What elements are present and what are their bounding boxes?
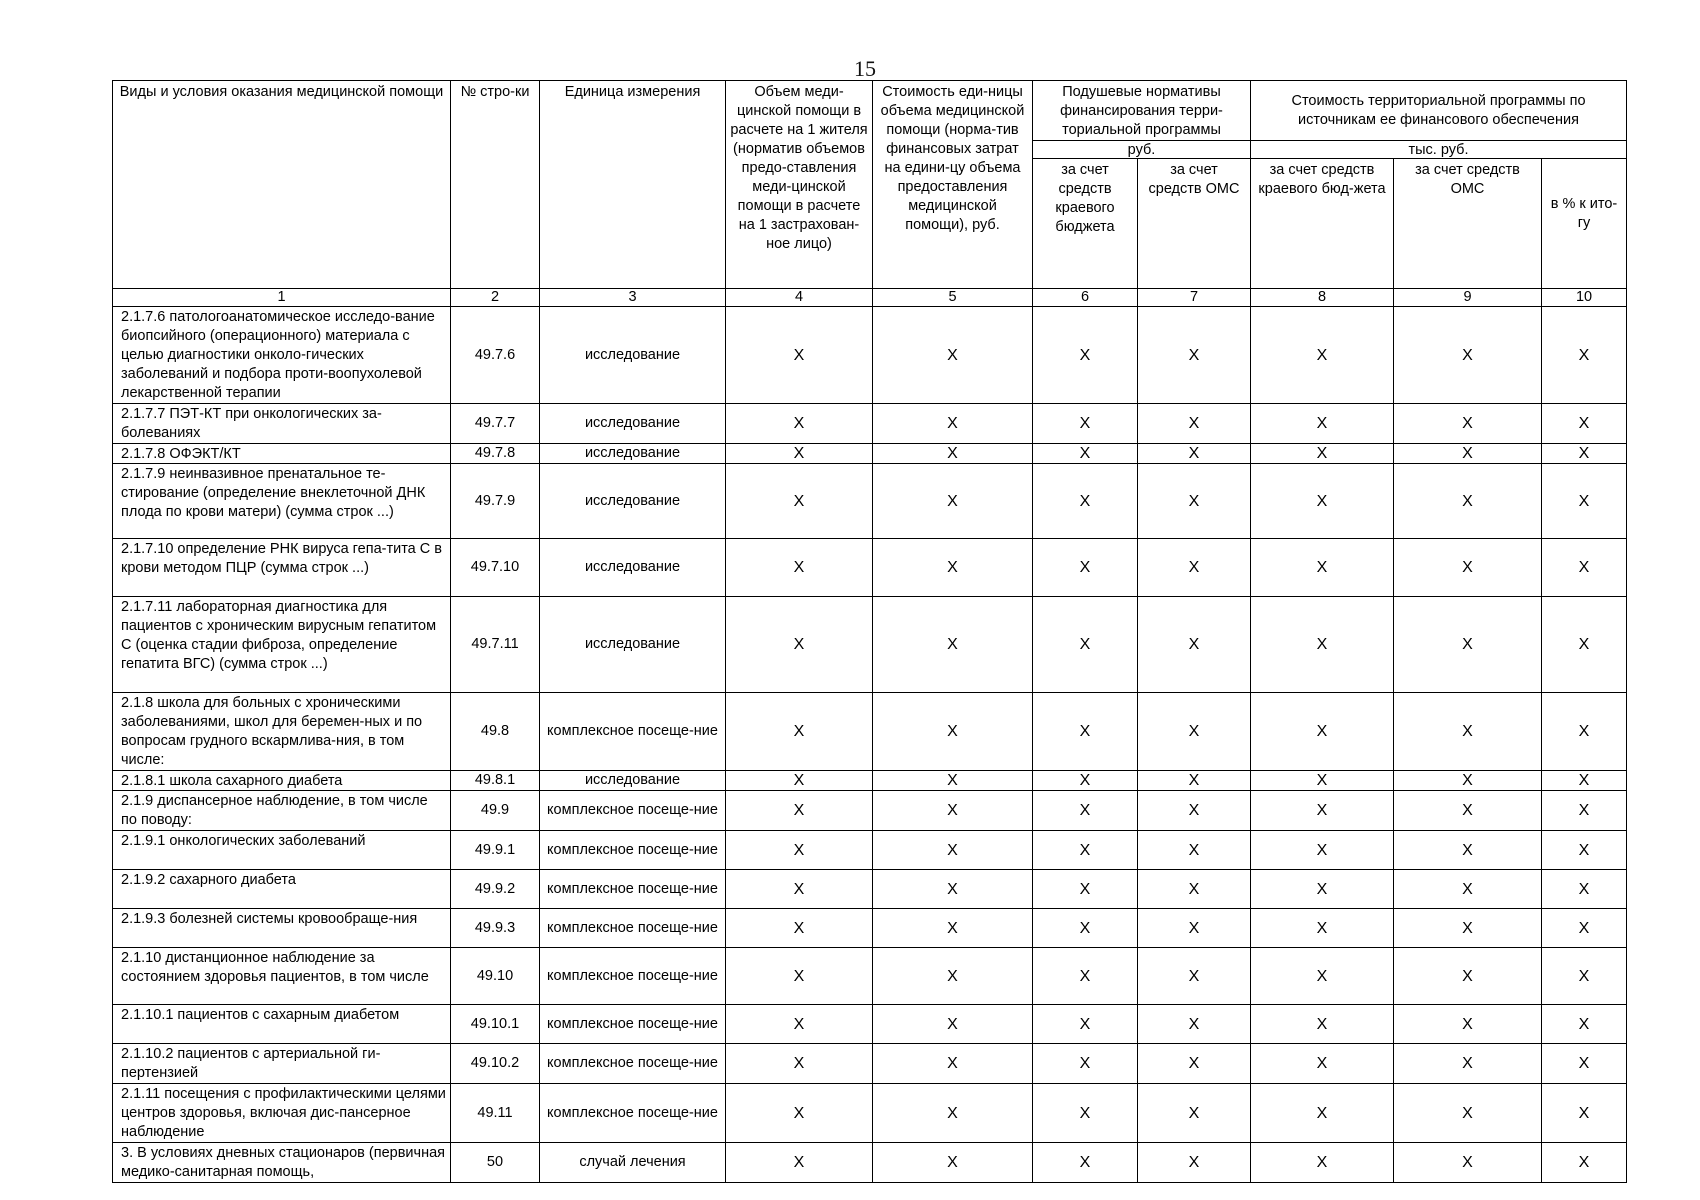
row-volume: X xyxy=(726,948,873,1005)
row-unit-cost: X xyxy=(873,791,1033,831)
column-number: 8 xyxy=(1251,289,1394,307)
row-percapita-regional: X xyxy=(1033,597,1138,693)
row-cost-regional: X xyxy=(1251,831,1394,870)
row-unit: комплексное посеще-ние xyxy=(540,693,726,771)
row-cost-oms: X xyxy=(1394,909,1542,948)
row-unit: комплексное посеще-ние xyxy=(540,1044,726,1084)
row-percent: X xyxy=(1542,948,1627,1005)
row-care-type-text: 2.1.11 посещения с профилактическими целями центров здоровья, включая дис-пансерное наблюдение xyxy=(121,1086,446,1140)
row-cost-regional: X xyxy=(1251,1044,1394,1084)
table-row xyxy=(113,909,1627,948)
row-care-type xyxy=(113,597,451,693)
row-line-number: 49.7.9 xyxy=(451,464,540,539)
row-volume: X xyxy=(726,870,873,909)
header-percapita-oms: за счет средств ОМС xyxy=(1138,159,1251,289)
row-care-type-text: 2.1.10.2 пациентов с артериальной ги-пертензией xyxy=(121,1046,381,1081)
row-unit: исследование xyxy=(540,307,726,404)
row-unit: комплексное посеще-ние xyxy=(540,1005,726,1044)
row-percapita-regional: X xyxy=(1033,404,1138,444)
row-cost-regional: X xyxy=(1251,791,1394,831)
program-cost-table xyxy=(112,80,1627,1183)
table-row xyxy=(113,791,1627,831)
row-volume: X xyxy=(726,1084,873,1143)
row-care-type-text: 2.1.8.1 школа сахарного диабета xyxy=(121,773,343,789)
table-row xyxy=(113,1084,1627,1143)
row-line-number: 49.11 xyxy=(451,1084,540,1143)
row-volume: X xyxy=(726,444,873,464)
row-unit: исследование xyxy=(540,771,726,791)
row-percapita-oms: X xyxy=(1138,597,1251,693)
row-line-number: 49.7.6 xyxy=(451,307,540,404)
row-cost-oms: X xyxy=(1394,1005,1542,1044)
row-care-type-text: 2.1.10.1 пациентов с сахарным диабетом xyxy=(121,1007,400,1023)
row-unit-cost: X xyxy=(873,464,1033,539)
row-cost-oms: X xyxy=(1394,831,1542,870)
row-volume: X xyxy=(726,693,873,771)
table-row xyxy=(113,404,1627,444)
row-unit-cost: X xyxy=(873,771,1033,791)
row-unit-cost: X xyxy=(873,404,1033,444)
row-care-type-text: 3. В условиях дневных стационаров (первичная медико-санитарная помощь, xyxy=(121,1145,446,1180)
row-percent: X xyxy=(1542,1005,1627,1044)
row-unit-cost: X xyxy=(873,1084,1033,1143)
row-percent: X xyxy=(1542,693,1627,771)
row-line-number: 49.7.11 xyxy=(451,597,540,693)
column-number: 2 xyxy=(451,289,540,307)
row-volume: X xyxy=(726,1143,873,1183)
row-percapita-regional: X xyxy=(1033,831,1138,870)
row-cost-regional: X xyxy=(1251,948,1394,1005)
row-line-number: 49.8.1 xyxy=(451,771,540,791)
row-percent: X xyxy=(1542,464,1627,539)
row-percapita-oms: X xyxy=(1138,693,1251,771)
row-percapita-regional: X xyxy=(1033,771,1138,791)
row-volume: X xyxy=(726,1044,873,1084)
row-percapita-oms: X xyxy=(1138,1005,1251,1044)
row-unit-cost: X xyxy=(873,1005,1033,1044)
row-line-number: 49.9.1 xyxy=(451,831,540,870)
row-unit-cost: X xyxy=(873,1044,1033,1084)
row-unit: комплексное посеще-ние xyxy=(540,948,726,1005)
row-volume: X xyxy=(726,404,873,444)
row-percent: X xyxy=(1542,909,1627,948)
row-percapita-oms: X xyxy=(1138,831,1251,870)
row-care-type-text: 2.1.7.6 патологоанатомическое исследо-вание биопсийного (операционного) материала с целью диагностики онколо-гических заболеваний и подбора проти-воопухолевой лекарственной терапии xyxy=(121,309,435,401)
header-cost-regional-budget: за счет средств краевого бюд-жета xyxy=(1251,159,1394,289)
row-unit: исследование xyxy=(540,464,726,539)
row-care-type-text: 2.1.9.1 онкологических заболеваний xyxy=(121,833,366,849)
row-percapita-oms: X xyxy=(1138,444,1251,464)
row-cost-oms: X xyxy=(1394,444,1542,464)
row-cost-regional: X xyxy=(1251,539,1394,597)
row-care-type-text: 2.1.9.2 сахарного диабета xyxy=(121,872,296,888)
row-care-type xyxy=(113,464,451,539)
row-cost-oms: X xyxy=(1394,870,1542,909)
row-percapita-regional: X xyxy=(1033,1143,1138,1183)
row-cost-regional: X xyxy=(1251,1084,1394,1143)
row-unit-cost: X xyxy=(873,909,1033,948)
row-unit-cost: X xyxy=(873,539,1033,597)
row-volume: X xyxy=(726,307,873,404)
row-percapita-oms: X xyxy=(1138,1044,1251,1084)
row-unit: комплексное посеще-ние xyxy=(540,870,726,909)
row-percapita-regional: X xyxy=(1033,1044,1138,1084)
row-percapita-oms: X xyxy=(1138,771,1251,791)
table-row xyxy=(113,307,1627,404)
row-cost-regional: X xyxy=(1251,771,1394,791)
row-unit-cost: X xyxy=(873,1143,1033,1183)
header-care-type: Виды и условия оказания медицинской помощи xyxy=(113,81,451,289)
row-cost-oms: X xyxy=(1394,693,1542,771)
table-row xyxy=(113,771,1627,791)
column-number: 6 xyxy=(1033,289,1138,307)
row-percapita-oms: X xyxy=(1138,539,1251,597)
row-unit: исследование xyxy=(540,404,726,444)
row-unit: комплексное посеще-ние xyxy=(540,791,726,831)
row-cost-regional: X xyxy=(1251,464,1394,539)
row-percapita-regional: X xyxy=(1033,1005,1138,1044)
row-percent: X xyxy=(1542,539,1627,597)
row-cost-oms: X xyxy=(1394,464,1542,539)
row-unit-cost: X xyxy=(873,693,1033,771)
row-care-type-text: 2.1.7.10 определение РНК вируса гепа-тита С в крови методом ПЦР (сумма строк ...) xyxy=(121,541,442,576)
row-line-number: 49.7.7 xyxy=(451,404,540,444)
row-unit-cost: X xyxy=(873,831,1033,870)
row-care-type-text: 2.1.7.7 ПЭТ-КТ при онкологических за-болеваниях xyxy=(121,406,382,441)
table-row xyxy=(113,1044,1627,1084)
row-percapita-oms: X xyxy=(1138,307,1251,404)
table-row xyxy=(113,1143,1627,1183)
row-percapita-regional: X xyxy=(1033,1084,1138,1143)
row-volume: X xyxy=(726,791,873,831)
row-cost-oms: X xyxy=(1394,404,1542,444)
row-cost-oms: X xyxy=(1394,948,1542,1005)
row-cost-oms: X xyxy=(1394,307,1542,404)
row-care-type xyxy=(113,1005,451,1044)
row-line-number: 49.10 xyxy=(451,948,540,1005)
table-row xyxy=(113,948,1627,1005)
row-cost-oms: X xyxy=(1394,1143,1542,1183)
row-line-number: 49.9 xyxy=(451,791,540,831)
table-row xyxy=(113,444,1627,464)
column-number: 3 xyxy=(540,289,726,307)
row-volume: X xyxy=(726,831,873,870)
row-percent: X xyxy=(1542,597,1627,693)
row-cost-regional: X xyxy=(1251,444,1394,464)
row-percent: X xyxy=(1542,870,1627,909)
row-percapita-oms: X xyxy=(1138,870,1251,909)
table-row xyxy=(113,464,1627,539)
row-care-type xyxy=(113,831,451,870)
table-row xyxy=(113,597,1627,693)
row-cost-oms: X xyxy=(1394,1044,1542,1084)
row-cost-regional: X xyxy=(1251,307,1394,404)
row-care-type-text: 2.1.9 диспансерное наблюдение, в том числе по поводу: xyxy=(121,793,428,828)
row-volume: X xyxy=(726,1005,873,1044)
header-percapita-regional-budget: за счет средств краевого бюджета xyxy=(1033,159,1138,289)
row-care-type xyxy=(113,307,451,404)
row-cost-oms: X xyxy=(1394,1084,1542,1143)
row-cost-regional: X xyxy=(1251,870,1394,909)
row-volume: X xyxy=(726,464,873,539)
row-care-type xyxy=(113,693,451,771)
row-line-number: 50 xyxy=(451,1143,540,1183)
row-cost-regional: X xyxy=(1251,1143,1394,1183)
header-unit-cost: Стоимость еди-ницы объема медицинской помощи (норма-тив финансовых затрат на едини-цу объема предоставления медицинской помощи), руб. xyxy=(873,81,1033,289)
row-unit: комплексное посеще-ние xyxy=(540,831,726,870)
row-care-type-text: 2.1.8 школа для больных с хроническими заболеваниями, школ для беремен-ных и по вопросам грудного вскармлива-ния, в том числе: xyxy=(121,695,423,768)
row-unit: исследование xyxy=(540,444,726,464)
row-line-number: 49.8 xyxy=(451,693,540,771)
row-line-number: 49.9.2 xyxy=(451,870,540,909)
table-row xyxy=(113,870,1627,909)
row-care-type xyxy=(113,444,451,464)
row-unit-cost: X xyxy=(873,597,1033,693)
row-care-type-text: 2.1.10 дистанционное наблюдение за состоянием здоровья пациентов, в том числе xyxy=(121,950,429,985)
row-unit-cost: X xyxy=(873,444,1033,464)
column-number: 4 xyxy=(726,289,873,307)
row-care-type-text: 2.1.7.9 неинвазивное пренатальное те-стирование (определение внеклеточной ДНК плода по крови матери) (сумма строк ...) xyxy=(121,466,426,520)
row-care-type xyxy=(113,791,451,831)
row-percapita-regional: X xyxy=(1033,307,1138,404)
row-unit: комплексное посеще-ние xyxy=(540,909,726,948)
row-care-type-text: 2.1.9.3 болезней системы кровообраще-ния xyxy=(121,911,418,927)
row-cost-regional: X xyxy=(1251,404,1394,444)
header-per-capita-group: Подушевые нормативы финансирования терри-ториальной программы xyxy=(1033,81,1251,141)
row-care-type-text: 2.1.7.11 лабораторная диагностика для пациентов с хроническим вирусным гепатитом С (оценка стадии фиброза, определение гепатита ВГС) (сумма строк ...) xyxy=(121,599,437,672)
row-percapita-regional: X xyxy=(1033,464,1138,539)
row-cost-oms: X xyxy=(1394,771,1542,791)
table-row xyxy=(113,539,1627,597)
row-percapita-regional: X xyxy=(1033,791,1138,831)
row-volume: X xyxy=(726,909,873,948)
row-care-type xyxy=(113,1084,451,1143)
row-care-type xyxy=(113,404,451,444)
row-care-type xyxy=(113,1143,451,1183)
row-cost-regional: X xyxy=(1251,909,1394,948)
header-cost-group: Стоимость территориальной программы по источникам ее финансового обеспечения xyxy=(1251,81,1627,141)
row-percapita-oms: X xyxy=(1138,404,1251,444)
row-percapita-regional: X xyxy=(1033,539,1138,597)
row-line-number: 49.7.10 xyxy=(451,539,540,597)
row-care-type xyxy=(113,909,451,948)
row-care-type-text: 2.1.7.8 ОФЭКТ/КТ xyxy=(121,446,241,462)
row-cost-regional: X xyxy=(1251,1005,1394,1044)
row-percapita-oms: X xyxy=(1138,909,1251,948)
row-cost-regional: X xyxy=(1251,597,1394,693)
row-care-type xyxy=(113,948,451,1005)
row-percapita-oms: X xyxy=(1138,948,1251,1005)
header-per-capita-unit: руб. xyxy=(1033,141,1251,159)
row-cost-oms: X xyxy=(1394,539,1542,597)
row-unit: случай лечения xyxy=(540,1143,726,1183)
header-cost-oms: за счет средств ОМС xyxy=(1394,159,1542,289)
row-line-number: 49.9.3 xyxy=(451,909,540,948)
column-number: 5 xyxy=(873,289,1033,307)
row-volume: X xyxy=(726,771,873,791)
row-care-type xyxy=(113,1044,451,1084)
row-percent: X xyxy=(1542,1084,1627,1143)
header-line-number: № стро-ки xyxy=(451,81,540,289)
row-care-type xyxy=(113,870,451,909)
row-unit: исследование xyxy=(540,597,726,693)
row-percent: X xyxy=(1542,831,1627,870)
row-cost-oms: X xyxy=(1394,791,1542,831)
column-number: 10 xyxy=(1542,289,1627,307)
row-percent: X xyxy=(1542,1143,1627,1183)
table-row xyxy=(113,693,1627,771)
row-volume: X xyxy=(726,597,873,693)
header-volume xyxy=(726,81,873,289)
row-percapita-regional: X xyxy=(1033,693,1138,771)
row-percapita-oms: X xyxy=(1138,1084,1251,1143)
row-percapita-regional: X xyxy=(1033,444,1138,464)
row-cost-oms: X xyxy=(1394,597,1542,693)
row-percapita-oms: X xyxy=(1138,464,1251,539)
row-percapita-regional: X xyxy=(1033,948,1138,1005)
row-percapita-oms: X xyxy=(1138,791,1251,831)
header-percent-of-total: в % к ито-гу xyxy=(1542,159,1627,289)
table-row xyxy=(113,1005,1627,1044)
row-volume: X xyxy=(726,539,873,597)
page-number: 15 xyxy=(854,56,876,81)
row-percent: X xyxy=(1542,1044,1627,1084)
row-percapita-regional: X xyxy=(1033,909,1138,948)
row-unit-cost: X xyxy=(873,948,1033,1005)
row-care-type xyxy=(113,771,451,791)
header-cost-unit: тыс. руб. xyxy=(1251,141,1627,159)
row-percent: X xyxy=(1542,444,1627,464)
row-unit: комплексное посеще-ние xyxy=(540,1084,726,1143)
row-unit-cost: X xyxy=(873,307,1033,404)
row-percapita-oms: X xyxy=(1138,1143,1251,1183)
row-percent: X xyxy=(1542,404,1627,444)
row-percent: X xyxy=(1542,771,1627,791)
column-number: 9 xyxy=(1394,289,1542,307)
row-line-number: 49.10.2 xyxy=(451,1044,540,1084)
row-line-number: 49.7.8 xyxy=(451,444,540,464)
row-cost-regional: X xyxy=(1251,693,1394,771)
header-unit: Единица измерения xyxy=(540,81,726,289)
row-line-number: 49.10.1 xyxy=(451,1005,540,1044)
column-number: 1 xyxy=(113,289,451,307)
row-percapita-regional: X xyxy=(1033,870,1138,909)
row-percent: X xyxy=(1542,791,1627,831)
column-number-row xyxy=(113,289,1627,307)
column-number: 7 xyxy=(1138,289,1251,307)
table-row xyxy=(113,831,1627,870)
header-volume-text: Объем меди-цинской помощи в расчете на 1 жителя (норматив объемов предо-ставления меди-цинской помощи в расчете на 1 застрахован-ное лицо) xyxy=(730,84,868,252)
row-unit: исследование xyxy=(540,539,726,597)
row-unit-cost: X xyxy=(873,870,1033,909)
row-percent: X xyxy=(1542,307,1627,404)
row-care-type xyxy=(113,539,451,597)
